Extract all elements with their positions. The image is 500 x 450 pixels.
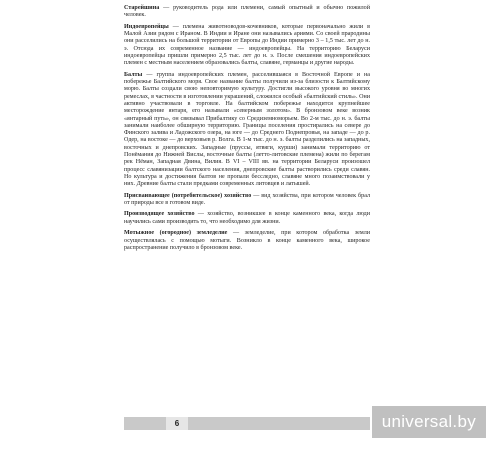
entry-term: Индоевропейцы [124, 23, 169, 30]
glossary-entry [124, 72, 370, 189]
entry-term: Мотыжное (огородное) земледелие [124, 230, 228, 237]
entry-term: Присваивающее (потребительское) хозяйство [124, 192, 252, 199]
glossary-text [124, 5, 370, 256]
glossary-entry [124, 230, 370, 252]
glossary-entry [124, 193, 370, 208]
entry-definition: — вид хозяйства, при котором человек брал от природы все в готовом виде. [124, 192, 370, 206]
glossary-entry [124, 211, 370, 226]
glossary-entry [124, 24, 370, 68]
entry-term: Балты [124, 71, 143, 78]
entry-definition: — племена животноводов-кочевников, которые первоначально жили в Малой Азии рядом с Ираном. В Индии и Иране они назывались ариями. Со своей прародины они расселились на большой территории от Европы до Индии примерно 3 – 1,5 тыс. лет до н. э. Отсюда их современное название — индоевропейцы. На территорию Беларуси индоевропейцы пришли примерно 2,5 тыс. лет до н. э. После смешения индоевропейских племен с местным населением образовались балты, славяне, германцы и другие народы. [124, 23, 370, 67]
glossary-entry [124, 5, 370, 20]
page-number: 6 [166, 417, 188, 430]
entry-term: Производящее хозяйство [124, 211, 195, 218]
entry-term: Старейшина [124, 5, 160, 11]
entry-definition: — руководитель рода или племени, самый опытный и обычно пожилой человек. [124, 5, 370, 19]
watermark-logo: universal.by [372, 406, 486, 438]
entry-definition: — хозяйство, возникшее в конце каменного века, когда люди научились сами производить то, что необходимо для жизни. [124, 211, 370, 225]
page-footer-bar [124, 417, 370, 430]
entry-definition: — земледелие, при котором обработка земли осуществлялась с помощью мотыги. Возникло в конце каменного века, широкое распространение получило в бронзовом веке. [124, 230, 371, 251]
entry-definition: — группа индоевропейских племен, расселившаяся в Восточной Европе и на побережье Балтийского моря. Свое название балты получили из-за близости к Балтийскому морю. Балты создали свою неповторимую культуру. Достигли высокого уровня во многих ремеслах, в частности в изготовлении украшений, сложился особый «балтийский стиль». Они активно участвовали в торговле. На балтийском побережье находится крупнейшее месторождение янтаря, его называли «северным золотом». В бронзовом веке возник «янтарный путь», он связывал Прибалтику со Средиземноморьем. Во 2-м тыс. до н. э. балты занимали наиболее обширную территорию. Границы поселения простирались на севере до Финского залива и Ладожского озера, на юге — до Среднего Поднепровья, на западе — до р. Одер, на востоке — до верховьев р. Волга. В 1-м тыс. до н. э. балты разделились на западных, восточных и днепровских. Западные (пруссы, ятвяги, курши) занимали территорию от Понёмания до Нижней Вислы, восточные балты (летто-литовские племена) жили по берегам рек Нёман, Западная Двина, Вилия. В VI – VIII вв. на территории Беларуси произошел процесс славянизации балтского населения, днепровские балты растворились среди славян. Но культура и достижения балтов не пропали бесследно, славяне много позаимствовали у них. Древние балты стали предками современных литовцев и латышей. [124, 71, 370, 188]
